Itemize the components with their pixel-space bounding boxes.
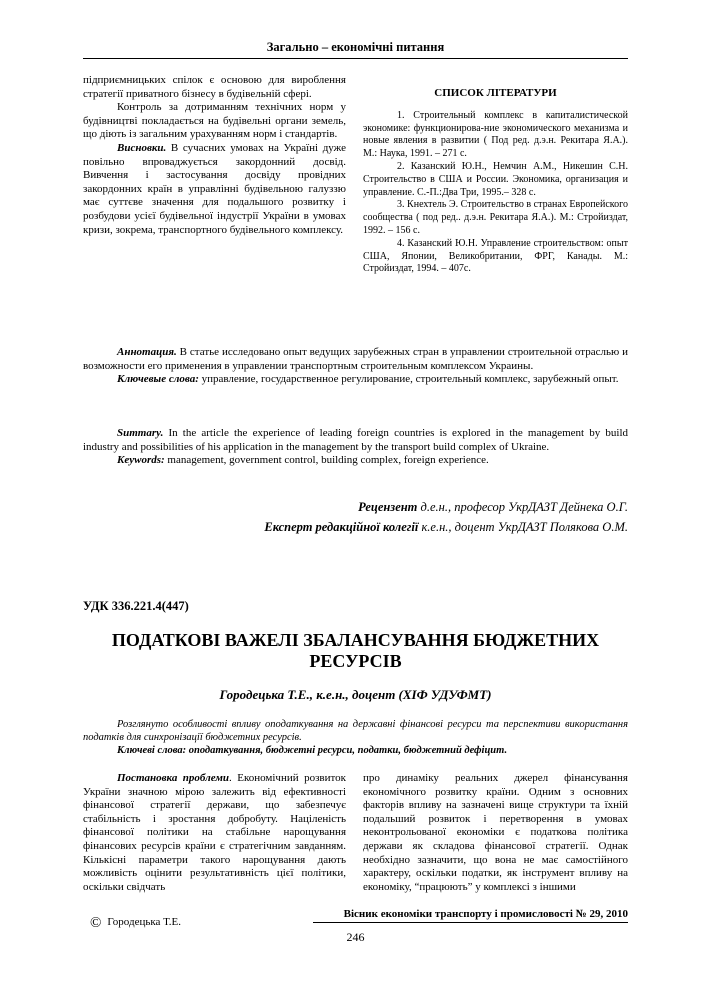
annotation — [83, 346, 628, 373]
keywords-ru-text: управление, государственное регулирование, строительный комплекс, зарубежный опыт. — [198, 373, 619, 386]
expert-line — [83, 520, 628, 535]
copyright-name: Городецька Т.Е. — [107, 916, 182, 928]
summary-label: Summary. — [117, 427, 164, 439]
summary-block — [83, 427, 628, 468]
annotation-block — [83, 346, 628, 387]
article-keywords-label: Ключеві слова: — [117, 745, 187, 756]
keywords-en-text: management, government control, building complex, foreign experience. — [164, 454, 489, 467]
left-column — [83, 74, 346, 237]
summary — [83, 427, 628, 454]
references-heading: СПИСОК ЛІТЕРАТУРИ — [434, 87, 557, 99]
journal-footer: Вісник економіки транспорту і промисловості № 29, 2010 — [343, 908, 628, 920]
reference-item: 4. Казанский Ю.Н. Управление строительством: опыт США, Японии, Великобритании, ФРГ, Канады. М.: Стройиздат, 1994. – 407с. — [363, 237, 628, 275]
header-rule — [83, 58, 628, 59]
title-line: ПОДАТКОВІ ВАЖЕЛІ ЗБАЛАНСУВАННЯ БЮДЖЕТНИХ — [111, 630, 600, 650]
summary-text: In the article the experience of leading foreign countries is explored in the management by build industry and possibilities of his application in the management by the transport build complex of Ukraine. — [83, 427, 628, 453]
expert-label: Експерт редакційної колегії — [264, 520, 419, 534]
title-line: РЕСУРСІВ — [309, 651, 402, 671]
body-right-column — [363, 772, 628, 894]
article-title — [83, 630, 628, 672]
body-paragraph — [83, 772, 346, 894]
article-abstract — [83, 718, 628, 757]
expert-text: к.е.н., доцент УкрДАЗТ Полякова О.М. — [418, 520, 628, 534]
annotation-label: Аннотация. — [117, 346, 177, 358]
reference-item: 2. Казанский Ю.Н., Немчин А.М., Никешин С.Н. Строительство в США и России. Экономика, организация и управление. С.-П.:Два Три, 1995.– 328 с. — [363, 160, 628, 198]
body-paragraph: про динаміку реальних джерел фінансування економічного розвитку країни. Одним з основних факторів впливу на зазначені вище структури та їхній подальший розвиток і перетворення в умовах неконтрольованої економіки є податкова політика держави як складова фінансової стратегії. Однак необхідно зазначити, що вона не має самостійного характеру, оскільки податки, як інструмент впливу на економіку, “працюють” у комплексі з іншими — [363, 772, 628, 893]
conclusions-paragraph — [83, 142, 346, 237]
body-left-column — [83, 772, 346, 894]
running-header: Загально – економічні питання — [266, 40, 445, 54]
copyright-icon: © — [90, 915, 102, 931]
references — [363, 87, 628, 276]
keywords-en — [83, 454, 628, 468]
footer-rule — [313, 922, 628, 923]
reviewer-label: Рецензент — [358, 500, 418, 514]
keywords-ru — [83, 373, 628, 387]
conclusions-label: Висновки. — [117, 141, 167, 154]
article-author: Городецька Т.Е., к.е.н., доцент (ХІФ УДУФМТ) — [219, 687, 492, 702]
body-text: . Економічний розвиток України значною мірою залежить від ефективності фінансової стратегії держави, що забезпечує стабільність і зростання добробуту. Націленість фінансової політики на стабільне нарощування фінансових ресурсів країни є стратегічним завданням. Кількісні параметри такого нарощування дають можливість оцінити результативність цієї політики, оскільки свідчать — [83, 772, 346, 893]
keywords-en-label: Keywords: — [117, 454, 165, 467]
article-keywords — [83, 744, 628, 757]
udk-code: УДК 336.221.4(447) — [83, 599, 189, 613]
annotation-text: В статье исследовано опыт ведущих зарубежных стран в управлении строительной отраслью и возможности его применения в управлении транспортным строительным комплексом Украины. — [83, 346, 628, 372]
paragraph: підприємницьких спілок є основою для вироблення стратегії приватного бізнесу в будівельній сфері. — [83, 74, 346, 100]
reviewer-line — [83, 500, 628, 515]
reference-item: 1. Строительный комплекс в капиталистической экономике: функционирова-ние экономического механизма и новые явления в развитии ( Под ред. д.э.н. Рекитара Я.А.). М.: Наука, 1991. – 271 с. — [363, 109, 628, 160]
abstract-text: Розглянуто особливості впливу оподаткування на державні фінансові ресурси та перспективи використання податків для синхронізації бюджетних ресурсів. — [83, 719, 628, 743]
conclusions-text: В сучасних умовах на Україні дуже повільно впроваджується закордонний досвід. Вивчення і застосування досвіду провідних закордонних країн в управлінні будівельною галуззю має суттєве значення для подальшого розвитку і розбудови усієї будівельної індустрії України в умовах кризи, зокрема, транспортного будівельного комплексу. — [83, 141, 346, 236]
problem-label: Постановка проблеми — [117, 772, 230, 784]
article-keywords-text: оподаткування, бюджетні ресурси, податки, бюджетний дефіцит. — [186, 745, 508, 756]
reference-item: 3. Кнехтель Э. Строительство в странах Европейского сообщества ( под ред.. д.э.н. Рекитара Я.А.). М.: Стройиздат, 1992. – 156 с. — [363, 199, 628, 236]
reviewer-text: д.е.н., професор УкрДАЗТ Дейнека О.Г. — [417, 500, 628, 514]
page-number: 246 — [346, 930, 365, 944]
keywords-ru-label: Ключевые слова: — [117, 373, 199, 386]
paragraph: Контроль за дотриманням технічних норм у будівництві покладається на будівельні органи земель, що діють із загальним урахуванням норм і стандартів. — [83, 101, 346, 141]
